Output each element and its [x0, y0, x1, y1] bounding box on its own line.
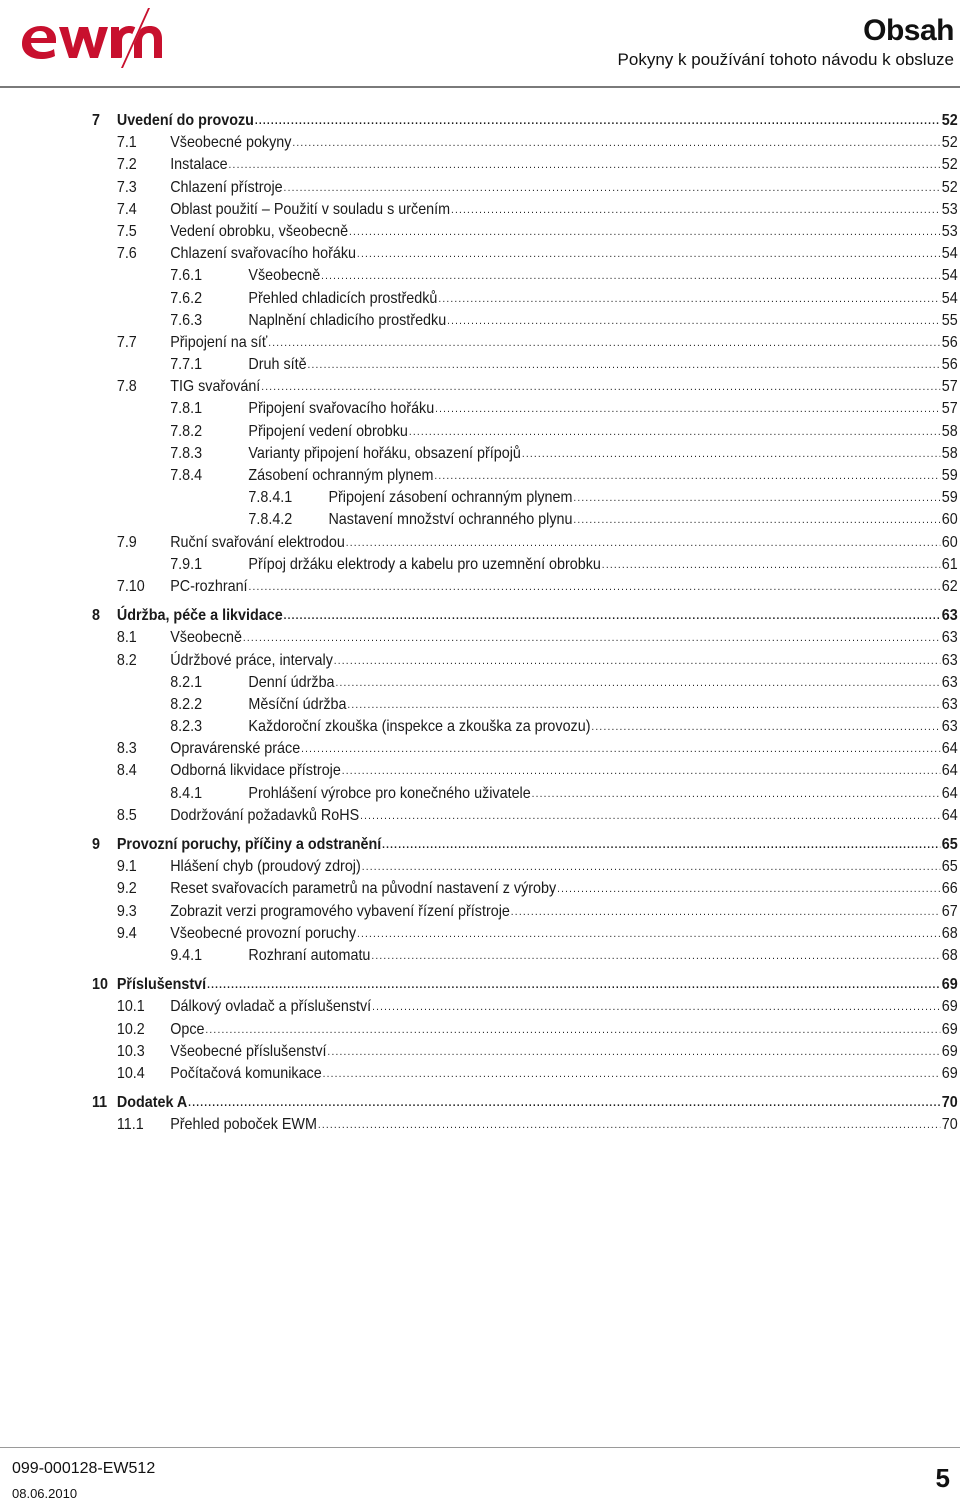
- toc-entry-title: Přehled chladicích prostředků: [248, 289, 438, 307]
- toc-entry-number: 7.8.4.1: [248, 489, 293, 507]
- toc-entry-page: 66: [941, 880, 958, 898]
- toc-entry-page: 65: [941, 836, 958, 853]
- toc-leader-dots: [334, 650, 940, 672]
- toc-leader-dots: [346, 532, 940, 554]
- toc-leader-dots: [573, 487, 940, 509]
- toc-entry-number: 7.6: [116, 245, 137, 263]
- toc-leader-dots: [573, 509, 940, 531]
- toc-entry-page: 69: [941, 1020, 958, 1038]
- toc-leader-dots: [347, 694, 940, 716]
- toc-entry[interactable]: [92, 694, 958, 716]
- toc-entry-page: 63: [941, 607, 958, 625]
- toc-entry-number: 7.9.1: [170, 555, 203, 573]
- toc-entry-number: 10.1: [116, 998, 145, 1016]
- toc-leader-dots: [301, 738, 940, 760]
- toc-entry-page: 68: [941, 924, 958, 942]
- toc-entry-title: Všeobecné příslušenství: [170, 1042, 327, 1060]
- toc-leader-dots: [321, 265, 940, 287]
- toc-leader-dots: [268, 332, 940, 354]
- toc-leader-dots: [308, 354, 940, 376]
- toc-entry-number: 7.8: [116, 378, 137, 396]
- toc-entry-number: 9.3: [116, 902, 137, 920]
- toc-entry-page: 64: [941, 806, 958, 824]
- toc-leader-dots: [357, 243, 940, 265]
- toc-entry-page: 52: [941, 112, 958, 129]
- toc-entry-title: Dodržování požadavků RoHS: [170, 806, 360, 824]
- toc-entry-page: 63: [941, 629, 958, 647]
- toc-entry-title: Chlazení přístroje: [170, 178, 283, 196]
- toc-leader-dots: [205, 1019, 939, 1041]
- toc-entry-number: 7.2: [116, 156, 137, 174]
- toc-entry[interactable]: [92, 783, 958, 805]
- toc-entry-page: 69: [941, 1064, 958, 1082]
- toc-leader-dots: [602, 554, 940, 576]
- toc-entry-title: TIG svařování: [170, 378, 261, 396]
- toc-leader-dots: [243, 627, 940, 649]
- toc-leader-dots: [255, 110, 940, 132]
- toc-entry-page: 57: [941, 400, 958, 418]
- footer-divider: [0, 1447, 960, 1448]
- toc-entry-number: 8: [92, 607, 100, 625]
- toc-entry-page: 56: [941, 333, 958, 351]
- toc-entry-page: 69: [941, 976, 958, 994]
- toc-entry-number: 7.6.2: [170, 289, 203, 307]
- toc-entry-page: 61: [941, 555, 958, 573]
- toc-entry[interactable]: [92, 554, 958, 576]
- toc-entry-page: 64: [941, 740, 958, 758]
- toc-entry-number: 7.7.1: [170, 356, 203, 374]
- table-of-contents: [92, 110, 958, 1143]
- toc-entry-number: 10: [92, 976, 108, 994]
- toc-entry[interactable]: [92, 856, 958, 878]
- toc-entry-number: 7.8.2: [170, 422, 203, 440]
- toc-entry-title: Naplnění chladicího prostředku: [248, 311, 447, 329]
- toc-entry-number: 9.2: [116, 880, 137, 898]
- toc-entry-title: Opce: [170, 1020, 205, 1038]
- toc-leader-dots: [292, 132, 940, 154]
- toc-entry-page: 63: [941, 651, 958, 669]
- toc-entry-title: Ruční svařování elektrodou: [170, 533, 345, 551]
- toc-entry-title: Připojení svařovacího hořáku: [248, 400, 435, 418]
- toc-entry[interactable]: [92, 288, 958, 310]
- toc-entry[interactable]: [92, 421, 958, 443]
- toc-entry[interactable]: [92, 376, 958, 398]
- toc-entry-page: 63: [941, 718, 958, 736]
- toc-entry-number: 8.4.1: [170, 784, 203, 802]
- toc-entry-page: 59: [941, 489, 958, 507]
- toc-chapter-entry[interactable]: [92, 974, 958, 996]
- toc-leader-dots: [434, 465, 940, 487]
- toc-leader-dots: [362, 856, 940, 878]
- toc-section: [92, 1092, 958, 1136]
- toc-leader-dots: [557, 878, 940, 900]
- toc-entry-title: Denní údržba: [248, 673, 335, 691]
- toc-entry[interactable]: [92, 1041, 958, 1063]
- toc-leader-dots: [284, 177, 940, 199]
- page-title: Obsah: [863, 14, 954, 47]
- toc-entry-page: 62: [941, 577, 958, 595]
- toc-entry-title: Provozní poruchy, příčiny a odstranění: [116, 836, 382, 853]
- document-number: 099-000128-EW512: [12, 1460, 156, 1477]
- toc-entry-title: Přípoj držáku elektrody a kabelu pro uzemnění obrobku: [248, 555, 601, 573]
- toc-entry-page: 70: [941, 1094, 958, 1112]
- toc-entry-number: 10.2: [116, 1020, 145, 1038]
- ewm-logo: [18, 6, 168, 68]
- toc-entry-title: Nastavení množství ochranného plynu: [328, 511, 573, 529]
- toc-entry-page: 63: [941, 695, 958, 713]
- page-header: [0, 0, 960, 96]
- toc-entry-number: 8.2: [116, 651, 137, 669]
- toc-leader-dots: [229, 154, 940, 176]
- toc-leader-dots: [438, 288, 940, 310]
- toc-leader-dots: [327, 1041, 939, 1063]
- toc-entry-title: Instalace: [170, 156, 228, 174]
- toc-section: [92, 834, 958, 967]
- toc-entry-number: 9.4.1: [170, 946, 203, 964]
- toc-entry-number: 8.1: [116, 629, 137, 647]
- toc-entry-title: Odborná likvidace přístroje: [170, 762, 341, 780]
- toc-entry-page: 69: [941, 1042, 958, 1060]
- toc-entry-title: Všeobecně: [248, 267, 321, 285]
- toc-entry-page: 70: [941, 1116, 958, 1134]
- toc-entry-title: Vedení obrobku, všeobecně: [170, 222, 349, 240]
- toc-entry-page: 63: [941, 673, 958, 691]
- toc-entry-page: 57: [941, 378, 958, 396]
- toc-leader-dots: [409, 421, 940, 443]
- toc-leader-dots: [335, 672, 939, 694]
- toc-entry-page: 53: [941, 222, 958, 240]
- toc-entry-page: 67: [941, 902, 958, 920]
- toc-entry[interactable]: [92, 465, 958, 487]
- page-number: 5: [935, 1463, 950, 1493]
- toc-entry-title: Připojení vedení obrobku: [248, 422, 408, 440]
- toc-entry[interactable]: [92, 923, 958, 945]
- toc-entry-title: Prohlášení výrobce pro konečného uživatele: [248, 784, 531, 802]
- toc-entry[interactable]: [92, 487, 958, 509]
- toc-entry[interactable]: [92, 878, 958, 900]
- toc-entry-number: 7: [92, 112, 100, 129]
- toc-entry-page: 64: [941, 762, 958, 780]
- toc-entry-title: Příslušenství: [116, 976, 207, 994]
- toc-entry[interactable]: [92, 716, 958, 738]
- toc-entry[interactable]: [92, 265, 958, 287]
- toc-entry[interactable]: [92, 1019, 958, 1041]
- toc-leader-dots: [207, 974, 940, 996]
- toc-leader-dots: [360, 805, 940, 827]
- toc-entry[interactable]: [92, 354, 958, 376]
- page-subtitle: Pokyny k používání tohoto návodu k obsluze: [617, 50, 954, 69]
- toc-entry-page: 60: [941, 511, 958, 529]
- toc-leader-dots: [372, 996, 940, 1018]
- toc-entry-page: 52: [941, 178, 958, 196]
- toc-chapter-entry[interactable]: [92, 110, 958, 132]
- toc-entry-number: 7.8.4.2: [248, 511, 293, 529]
- toc-entry-number: 7.8.3: [170, 444, 203, 462]
- toc-entry[interactable]: [92, 443, 958, 465]
- toc-entry[interactable]: [92, 132, 958, 154]
- toc-entry-number: 7.8.4: [170, 467, 203, 484]
- toc-entry[interactable]: [92, 221, 958, 243]
- toc-leader-dots: [248, 576, 939, 598]
- toc-entry[interactable]: [92, 672, 958, 694]
- toc-entry-page: 58: [941, 444, 958, 462]
- toc-entry-page: 54: [941, 267, 958, 285]
- toc-entry-number: 7.1: [116, 134, 137, 152]
- toc-entry-number: 8.5: [116, 806, 137, 824]
- toc-entry-page: 54: [941, 245, 958, 263]
- toc-leader-dots: [284, 605, 940, 627]
- toc-entry-title: Zobrazit verzi programového vybavení řízení přístroje: [170, 902, 510, 920]
- toc-leader-dots: [371, 945, 940, 967]
- toc-section: [92, 110, 958, 598]
- toc-entry[interactable]: [92, 177, 958, 199]
- toc-entry-page: 52: [941, 156, 958, 174]
- toc-leader-dots: [591, 716, 939, 738]
- toc-leader-dots: [357, 923, 940, 945]
- toc-leader-dots: [511, 901, 940, 923]
- toc-entry-title: Údržbové práce, intervaly: [170, 651, 333, 669]
- toc-entry-number: 10.4: [116, 1064, 145, 1082]
- toc-entry[interactable]: [92, 332, 958, 354]
- toc-chapter-entry[interactable]: [92, 605, 958, 627]
- toc-entry-title: Měsíční údržba: [248, 695, 347, 713]
- toc-leader-dots: [318, 1114, 940, 1136]
- toc-leader-dots: [451, 199, 940, 221]
- toc-entry[interactable]: [92, 509, 958, 531]
- toc-entry-number: 7.6.1: [170, 267, 203, 285]
- toc-entry-title: Údržba, péče a likvidace: [116, 607, 283, 625]
- toc-entry[interactable]: [92, 738, 958, 760]
- toc-section: [92, 974, 958, 1085]
- toc-entry[interactable]: [92, 532, 958, 554]
- toc-entry-number: 11.1: [116, 1116, 144, 1134]
- toc-section: [92, 605, 958, 827]
- toc-leader-dots: [447, 310, 940, 332]
- toc-entry-title: Všeobecné provozní poruchy: [170, 924, 357, 942]
- toc-entry[interactable]: [92, 310, 958, 332]
- toc-entry-number: 7.3: [116, 178, 137, 196]
- toc-entry-number: 9.4: [116, 924, 137, 942]
- toc-entry[interactable]: [92, 154, 958, 176]
- toc-entry-number: 7.8.1: [170, 400, 203, 418]
- toc-entry-title: Připojení na síť: [170, 333, 268, 351]
- toc-leader-dots: [532, 783, 940, 805]
- toc-entry[interactable]: [92, 627, 958, 649]
- toc-entry-title: Chlazení svařovacího hořáku: [170, 245, 357, 263]
- toc-leader-dots: [382, 834, 940, 856]
- toc-entry-title: Oblast použití – Použití v souladu s určením: [170, 200, 451, 218]
- toc-entry-number: 7.6.3: [170, 311, 203, 329]
- document-date: 08.06.2010: [12, 1486, 78, 1501]
- toc-entry-number: 10.3: [116, 1042, 145, 1060]
- toc-entry-number: 7.7: [116, 333, 137, 351]
- toc-entry-title: Druh sítě: [248, 356, 307, 374]
- toc-entry-number: 7.5: [116, 222, 137, 240]
- toc-entry-title: Uvedení do provozu: [116, 112, 254, 129]
- toc-entry-number: 8.2.1: [170, 673, 203, 691]
- toc-entry-number: 8.2.3: [170, 718, 203, 736]
- toc-entry[interactable]: [92, 1063, 958, 1085]
- toc-entry[interactable]: [92, 805, 958, 827]
- toc-entry-number: 9.1: [116, 858, 137, 876]
- toc-entry[interactable]: [92, 996, 958, 1018]
- toc-entry[interactable]: [92, 945, 958, 967]
- toc-leader-dots: [342, 760, 940, 782]
- toc-entry-title: Dodatek A: [116, 1094, 188, 1112]
- toc-entry[interactable]: [92, 760, 958, 782]
- toc-entry-title: Hlášení chyb (proudový zdroj): [170, 858, 361, 876]
- toc-entry-title: Všeobecné pokyny: [170, 134, 292, 152]
- toc-entry-title: Zásobení ochranným plynem: [248, 467, 434, 484]
- toc-leader-dots: [188, 1092, 940, 1114]
- toc-entry[interactable]: [92, 901, 958, 923]
- toc-entry-number: 7.9: [116, 533, 137, 551]
- toc-leader-dots: [349, 221, 940, 243]
- toc-entry-number: 8.2.2: [170, 695, 203, 713]
- toc-chapter-entry[interactable]: [92, 1092, 958, 1114]
- toc-entry-title: Dálkový ovladač a příslušenství: [170, 998, 372, 1016]
- toc-entry[interactable]: [92, 243, 958, 265]
- toc-entry-page: 68: [941, 946, 958, 964]
- toc-entry-page: 55: [941, 311, 958, 329]
- toc-entry-page: 59: [941, 467, 958, 484]
- toc-entry-title: Připojení zásobení ochranným plynem: [328, 489, 573, 507]
- toc-entry-number: 7.4: [116, 200, 137, 218]
- toc-entry-title: Každoroční zkouška (inspekce a zkouška za provozu): [248, 718, 591, 736]
- toc-entry-number: 7.10: [116, 577, 145, 595]
- toc-entry[interactable]: [92, 1114, 958, 1136]
- toc-entry-page: 54: [941, 289, 958, 307]
- toc-entry-number: 9: [92, 836, 100, 853]
- toc-leader-dots: [323, 1063, 940, 1085]
- toc-entry[interactable]: [92, 650, 958, 672]
- toc-leader-dots: [435, 398, 940, 420]
- toc-entry-title: Reset svařovacích parametrů na původní nastavení z výroby: [170, 880, 557, 898]
- toc-entry-page: 53: [941, 200, 958, 218]
- toc-entry-page: 56: [941, 356, 958, 374]
- toc-chapter-entry[interactable]: [92, 834, 958, 856]
- toc-entry-title: Přehled poboček EWM: [170, 1116, 317, 1134]
- toc-entry-title: Varianty připojení hořáku, obsazení přípojů: [248, 444, 521, 462]
- toc-entry-title: Všeobecně: [170, 629, 242, 647]
- toc-entry-page: 64: [941, 784, 958, 802]
- toc-entry-number: 11: [92, 1094, 108, 1112]
- toc-entry-title: PC-rozhraní: [170, 577, 248, 595]
- toc-leader-dots: [522, 443, 940, 465]
- toc-entry-page: 60: [941, 533, 958, 551]
- toc-entry[interactable]: [92, 576, 958, 598]
- toc-entry-page: 69: [941, 998, 958, 1016]
- toc-entry-title: Počítačová komunikace: [170, 1064, 322, 1082]
- toc-entry-title: Opravárenské práce: [170, 740, 301, 758]
- toc-entry-page: 65: [941, 858, 958, 876]
- toc-leader-dots: [261, 376, 940, 398]
- toc-entry[interactable]: [92, 398, 958, 420]
- toc-entry[interactable]: [92, 199, 958, 221]
- toc-entry-title: Rozhraní automatu: [248, 946, 371, 964]
- toc-entry-number: 8.4: [116, 762, 137, 780]
- toc-entry-page: 52: [941, 134, 958, 152]
- header-divider: [0, 86, 960, 88]
- toc-entry-number: 8.3: [116, 740, 137, 758]
- toc-entry-page: 58: [941, 422, 958, 440]
